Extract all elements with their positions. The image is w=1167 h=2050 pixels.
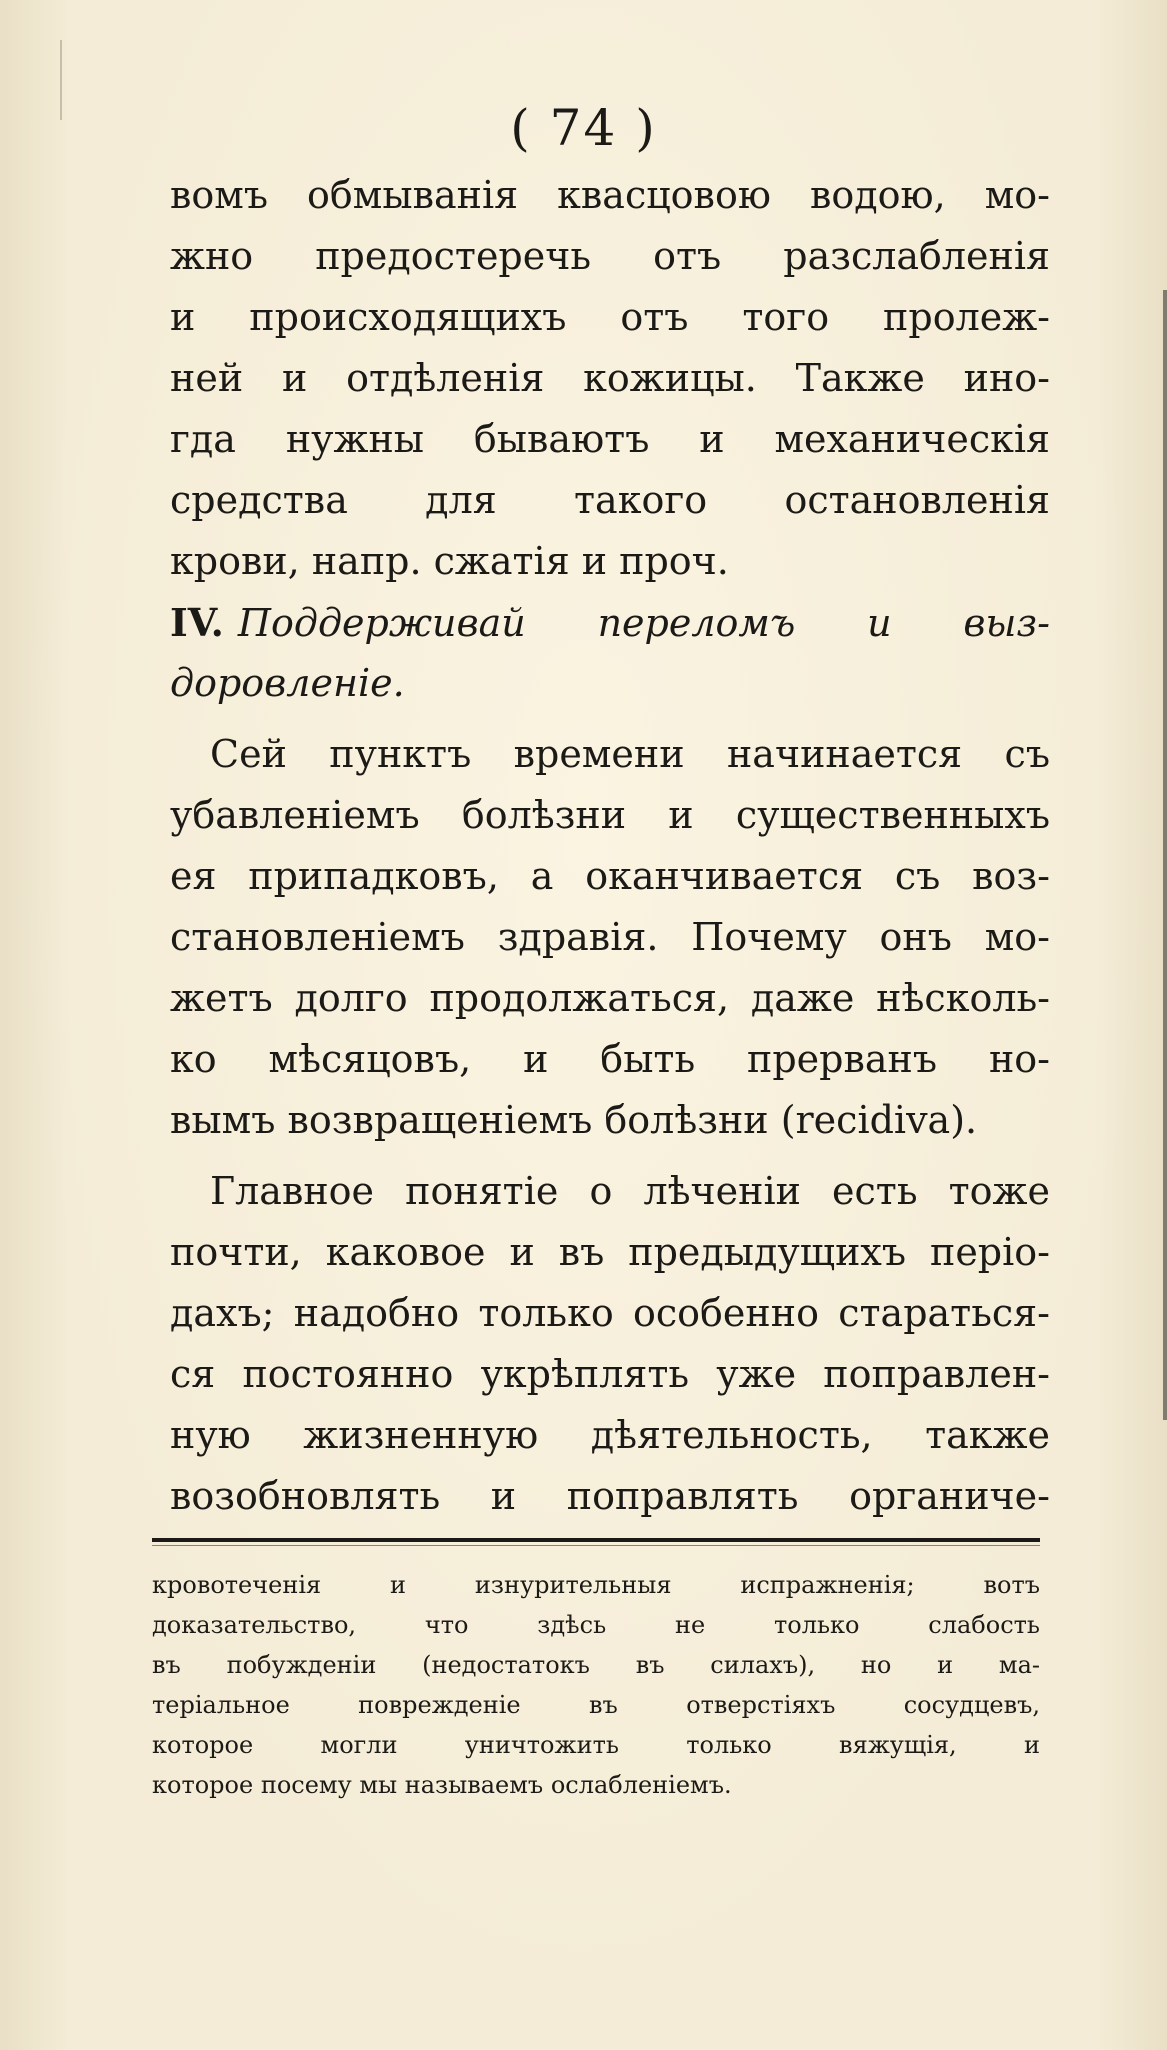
footnote-separator-thin (152, 1545, 1040, 1546)
paragraph-3 (170, 1161, 1050, 1527)
text-line: крови, напр. сжатія и проч. (170, 539, 729, 583)
footnote (152, 1565, 1040, 1805)
text-line: гда нужны бываютъ и механическія (170, 417, 1050, 461)
text-line: ную жизненную дѣятельность, также (170, 1413, 1050, 1457)
heading-line: доровленіе. (170, 661, 405, 705)
text-line: Сей пунктъ времени начинается съ (210, 732, 1050, 776)
section-numeral: IV. (170, 600, 224, 645)
text-line: Главное понятіе о лѣченіи есть тоже (210, 1169, 1050, 1213)
text-line: средства для такого остановленія (170, 478, 1050, 522)
text-line: вымъ возвращеніемъ болѣзни (recidiva). (170, 1098, 978, 1142)
text-line: ея припадковъ, а оканчивается съ воз- (170, 854, 1050, 898)
text-line: вомъ обмыванія квасцовою водою, мо- (170, 173, 1050, 217)
footnote-line: которое могли уничтожить только вяжущія, и (152, 1731, 1040, 1759)
text-line: ся постоянно укрѣплять уже поправлен- (170, 1352, 1050, 1396)
paragraph-1 (170, 165, 1050, 592)
text-line: дахъ; надобно только особенно стараться- (170, 1291, 1050, 1335)
text-line: жетъ долго продолжаться, даже нѣсколь- (170, 976, 1050, 1020)
page-number: ( 74 ) (510, 99, 657, 157)
text-line: убавленіемъ болѣзни и существенныхъ (170, 793, 1050, 837)
footnote-line: кровотеченія и изнурительныя испражненія; вотъ (152, 1571, 1040, 1599)
text-line: и происходящихъ отъ того пролеж- (170, 295, 1050, 339)
footnote-line: доказательство, что здѣсь не только слабость (152, 1611, 1040, 1639)
heading-line (170, 592, 1050, 653)
text-line: ней и отдѣленія кожицы. Также ино- (170, 356, 1050, 400)
text-line: жно предостеречь отъ разслабленія (170, 234, 1050, 278)
text-line: возобновлять и поправлять органиче- (170, 1474, 1050, 1518)
footnote-line: теріальное поврежденіе въ отверстіяхъ сосудцевъ, (152, 1691, 1040, 1719)
page-edge-shadow (1163, 290, 1167, 1420)
footnote-line: въ побужденіи (недостатокъ въ силахъ), но и ма- (152, 1651, 1040, 1679)
text-line: почти, каковое и въ предыдущихъ періо- (170, 1230, 1050, 1274)
main-text (170, 165, 1050, 1527)
text-line: ко мѣсяцовъ, и быть прерванъ но- (170, 1037, 1050, 1081)
footnote-line: которое посему мы называемъ ослабленіемъ. (152, 1771, 732, 1799)
text-line: становленіемъ здравія. Почему онъ мо- (170, 915, 1050, 959)
section-heading (170, 592, 1050, 714)
heading-text: Поддерживай переломъ и выз- (237, 601, 1050, 645)
footnote-separator (152, 1538, 1040, 1542)
paragraph-2 (170, 724, 1050, 1151)
